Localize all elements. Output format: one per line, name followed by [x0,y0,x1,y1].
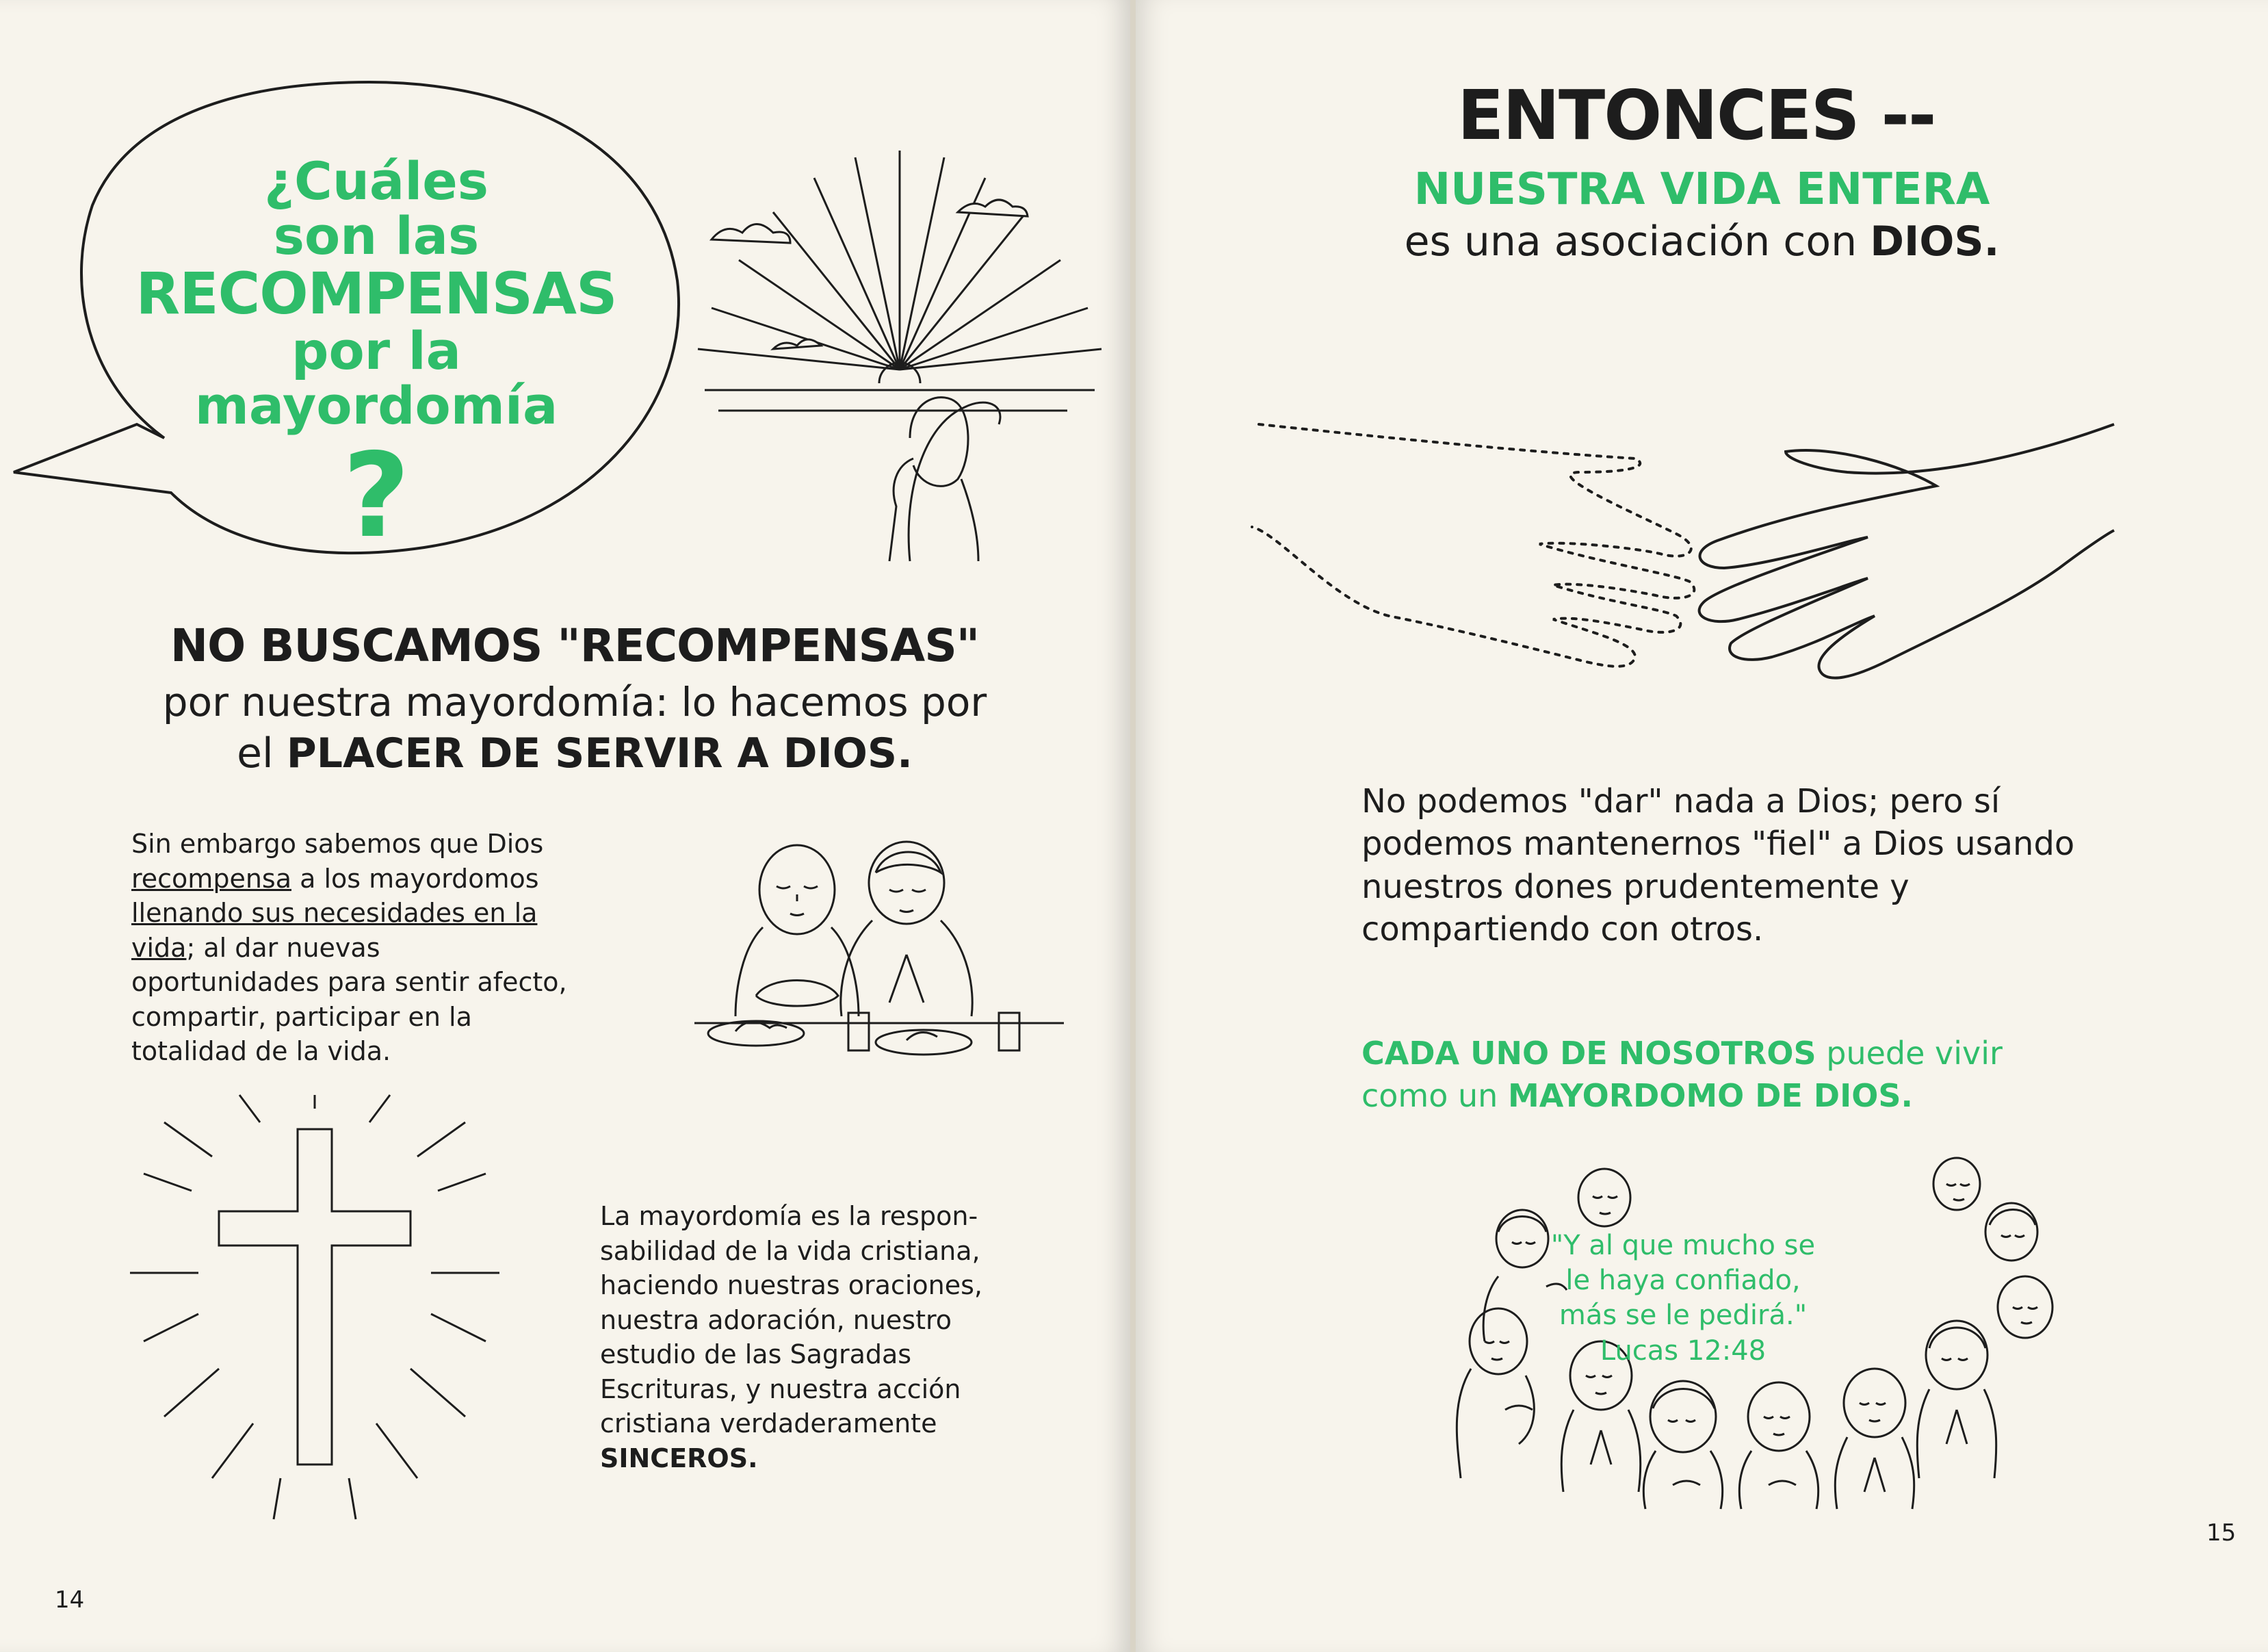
quote-text: "Y al que mucho se le haya confiado, más se le pedirá." [1550,1230,1816,1332]
rewards-underline-2: llenando sus necesidades en la vida [131,898,538,963]
quote-reference: Lucas 12:48 [1600,1334,1767,1367]
rewards-paragraph [131,827,569,1069]
left-page [0,0,1130,1652]
rewards-part-2: a los mayordomos [291,863,539,894]
rewards-part-3: ; al dar nuevas oportunidades para sentir afecto, compartir, participar en la totalidad de la vida. [131,932,567,1067]
sunrise-illustration [684,137,1122,561]
page-number-right: 15 [2206,1519,2237,1547]
right-title: ENTONCES -- [1457,75,1935,155]
handshake-illustration [1252,397,2114,712]
asociacion-dios: DIOS. [1870,218,2000,266]
heading-no-buscamos: NO BUSCAMOS "RECOMPENSAS" [170,619,980,672]
left-heading [103,619,1047,777]
rewards-part-1: Sin embargo sabemos que Dios [131,829,544,859]
callout-bold-1: CADA UNO DE NOSOTROS [1361,1035,1816,1072]
heading-line-2: por nuestra mayordomía: lo hacemos por [162,679,987,725]
cross-illustration [123,1095,506,1533]
asociacion-text: es una asociación con [1404,218,1858,266]
bubble-question [75,151,677,565]
callout-text-1: puede vivir como un [1361,1035,2003,1115]
bubble-line-5: mayordomía [194,374,558,436]
scripture-quote [1546,1228,1820,1369]
callout-bold-2: MAYORDOMO DE DIOS. [1507,1077,1913,1115]
question-mark: ? [342,428,410,565]
praying-meal-illustration [694,838,1078,1098]
callout-cada-uno [1361,1032,2087,1117]
page-number-left: 14 [55,1586,85,1614]
stewardship-sinceros: SINCEROS. [600,1443,758,1473]
bubble-line-4: por la [291,320,461,381]
stewardship-paragraph [600,1199,1024,1475]
right-subtitle-line-2 [1136,218,2268,266]
right-subtitle-green: NUESTRA VIDA ENTERA [1413,164,1990,215]
bubble-line-1: ¿Cuáles [263,151,489,211]
right-paragraph: No podemos "dar" nada a Dios; pero sí podemos mantenernos "fiel" a Dios usando nuestros dones prudentemente y compartiendo con otros. [1361,782,2075,949]
bubble-line-2: son las [273,205,480,266]
stewardship-text: La mayordomía es la respon- sabilidad de la vida cristiana, haciendo nuestras oraciones, nuestra adoración, nuestro estudio de las Sagradas Escrituras, y nuestra acción cristiana verdaderamente [600,1201,982,1439]
right-page [1136,0,2268,1652]
heading-line-3-prefix: el [237,730,274,777]
rewards-underline-1: recompensa [131,863,291,894]
heading-line-3 [103,730,1047,777]
bubble-line-3: RECOMPENSAS [135,259,617,327]
heading-placer: PLACER DE SERVIR A DIOS. [286,730,913,777]
